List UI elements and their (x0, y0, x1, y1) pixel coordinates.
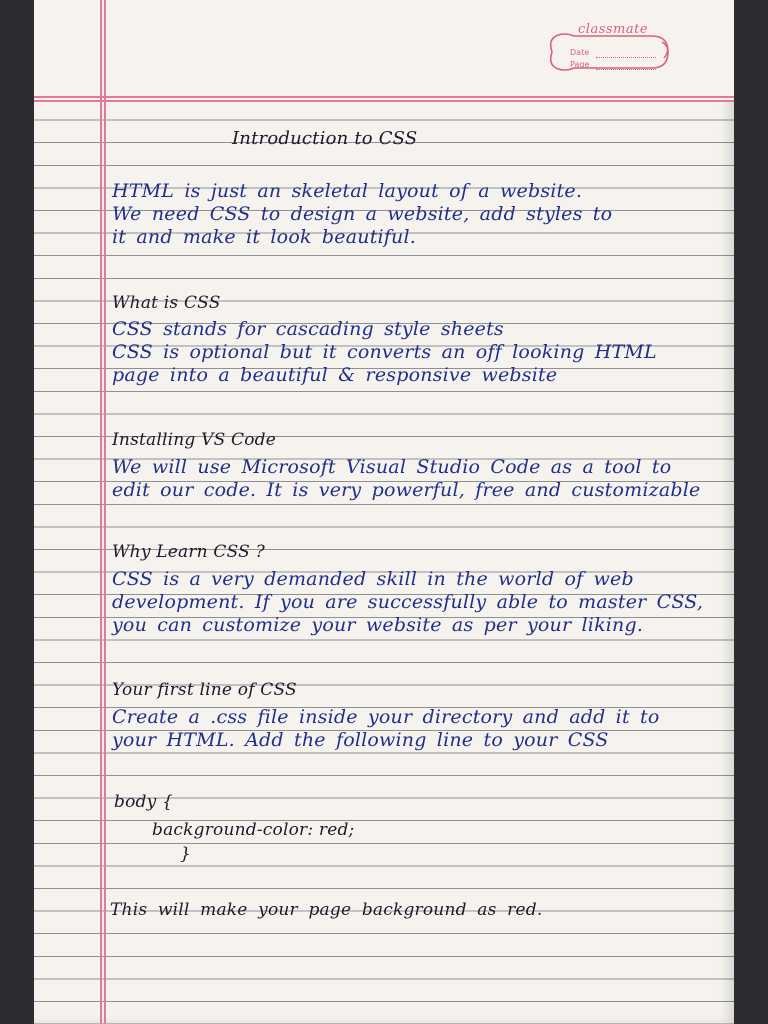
notebook-page (34, 0, 734, 1024)
section-line: CSS stands for cascading style sheets (112, 318, 504, 340)
page-blank (596, 68, 656, 70)
code-close-brace: } (180, 844, 192, 864)
section-line: CSS is optional but it converts an off looking HTML (112, 341, 657, 363)
date-blank (596, 56, 656, 58)
date-label: Date (570, 48, 590, 57)
header-rule-top (34, 96, 734, 98)
margin-line-inner (104, 0, 106, 1024)
section-line: page into a beautiful & responsive website (112, 364, 558, 386)
page-title: Introduction to CSS (232, 128, 418, 149)
section-line: your HTML. Add the following line to your CSS (112, 729, 609, 751)
section-heading: Your first line of CSS (112, 680, 297, 700)
section-heading: What is CSS (112, 293, 221, 313)
section-line: CSS is a very demanded skill in the world of web (112, 568, 634, 590)
section-line: Create a .css file inside your directory and add it to (112, 706, 660, 728)
brand-name: classmate (578, 22, 649, 37)
code-declaration: background-color: red; (152, 820, 355, 840)
intro-line: it and make it look beautiful. (112, 226, 416, 248)
section-line: We will use Microsoft Visual Studio Code as a tool to (112, 456, 672, 478)
page-label: Page (570, 60, 590, 69)
margin-line-outer (100, 0, 102, 1024)
closing-note: This will make your page background as red. (110, 900, 543, 920)
brand-stamp (534, 22, 674, 82)
intro-line: HTML is just an skeletal layout of a website. (112, 180, 583, 202)
section-line: you can customize your website as per your liking. (112, 614, 644, 636)
section-line: development. If you are successfully able to master CSS, (112, 591, 704, 613)
intro-line: We need CSS to design a website, add styles to (112, 203, 613, 225)
code-selector: body { (114, 792, 174, 812)
section-heading: Installing VS Code (112, 430, 277, 450)
section-line: edit our code. It is very powerful, free and customizable (112, 479, 701, 501)
section-heading: Why Learn CSS ? (112, 542, 265, 562)
header-rule-bottom (34, 100, 734, 102)
